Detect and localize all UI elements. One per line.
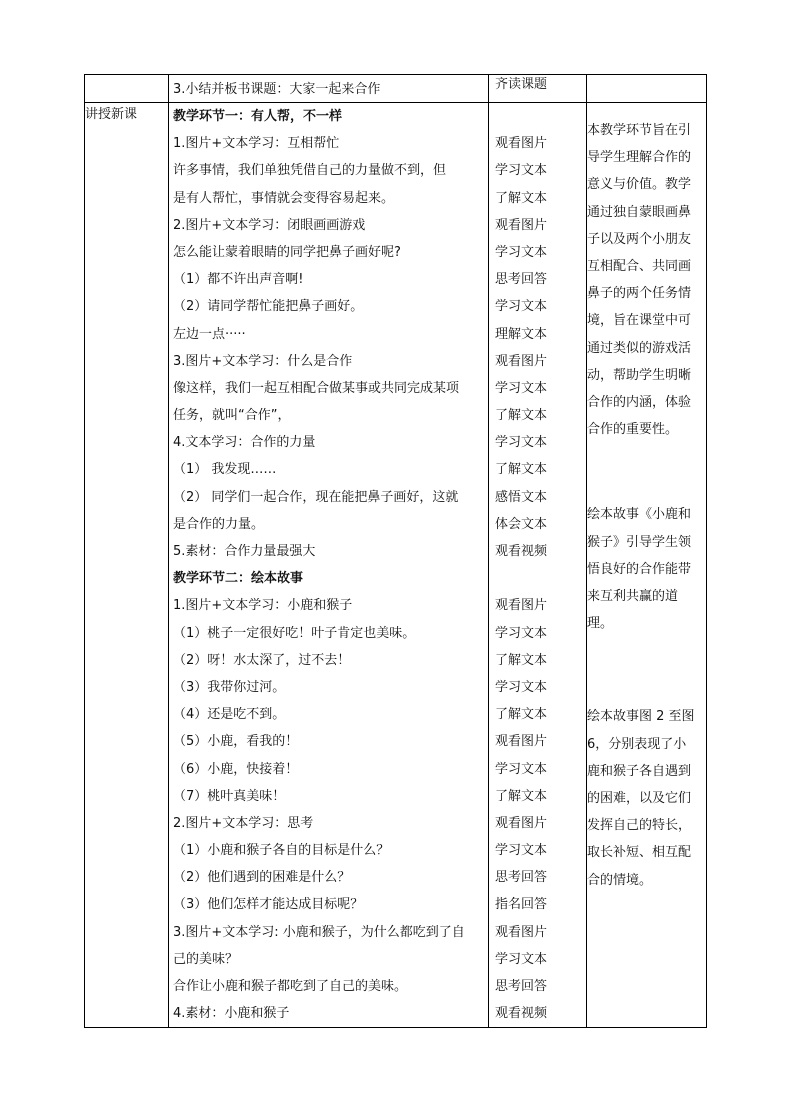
lesson-body-row [85,103,707,1028]
activity-line: 观看图片 [495,815,548,831]
content-line: 2.图片+文本学习：闭眼画画游戏 [173,217,366,233]
activity-line: 学习文本 [495,843,548,859]
section-label-cell [85,103,169,1028]
content-line: 像这样，我们一起互相配合做某事或共同完成某项 [173,380,460,396]
summary-text: 3.小结并板书课题：大家一起来合作 [173,82,381,97]
activity-line: 观看图片 [495,734,548,750]
activity-line: 学习文本 [495,761,548,777]
activity-line: 感悟文本 [495,489,548,505]
summary-content-cell [169,75,489,103]
activity-line: 观看图片 [495,924,548,940]
content-line: （2） 同学们一起合作，现在能把鼻子画好，这就 [173,489,459,505]
activity-line: 观看图片 [495,136,548,152]
design-note-2: 绘本故事《小鹿和猴子》引导学生领悟良好的合作能带来互利共赢的道理。 [587,507,692,632]
content-line: （3）我带你过河。 [173,679,286,695]
summary-activity-text: 齐读课题 [495,77,548,92]
content-lines [169,103,488,1027]
activity-line: 了解文本 [495,408,548,424]
empty-section-cell [85,75,169,103]
summary-activity-cell [489,75,587,103]
activity-line: 体会文本 [495,516,548,532]
activity-line: 学习文本 [495,163,548,179]
content-line: （1） 我发现…… [173,462,277,478]
design-note-3: 绘本故事图 2 至图 6，分别表现了小鹿和猴子各自遇到的困难，以及它们发挥自己的特长，取长补短、相互配合的情境。 [587,709,695,888]
content-line: （1）桃子一定很好吃！叶子肯定也美味。 [173,625,416,641]
activity-line: 思考回答 [495,272,548,288]
content-line: 合作让小鹿和猴子都吃到了自己的美味。 [173,979,408,994]
activity-line: 观看图片 [495,598,548,614]
summary-row [85,75,707,103]
activity-line: 学习文本 [495,380,548,396]
activity-line [489,565,586,592]
content-line: 任务，就叫“合作”， [173,408,291,424]
activity-line: 思考回答 [495,979,548,994]
activity-line: 指名回答 [495,897,548,913]
empty-note-cell [587,75,707,103]
design-note-1: 本教学环节旨在引导学生理解合作的意义与价值。教学通过独自蒙眼画鼻子以及两个小朋友互相配合、共同画鼻子的两个任务情境，旨在课堂中可通过类似的游戏活动，帮助学生明晰合作的内涵，体验合作的重要性。 [587,123,692,438]
content-line: 己的美味？ [173,951,239,967]
activity-line [489,103,586,130]
content-line: 是合作的力量。 [173,516,265,532]
content-line: 5.素材：合作力量最强大 [173,544,316,559]
content-line: 4.素材：小鹿和猴子 [173,1006,290,1022]
activity-line: 了解文本 [495,462,548,478]
content-line: （6）小鹿，快接着！ [173,761,299,777]
content-line: （3）他们怎样才能达成目标呢？ [173,897,364,913]
activity-line: 学习文本 [495,244,548,260]
content-line: 1.图片+文本学习：小鹿和猴子 [173,598,353,614]
content-line: 4.文本学习：合作的力量 [173,435,316,451]
activity-line: 观看视频 [495,1006,548,1022]
activity-line: 观看图片 [495,353,548,369]
activity-line: 思考回答 [495,870,548,886]
activity-line: 学习文本 [495,435,548,451]
section-heading: 教学环节二：绘本故事 [173,571,304,587]
content-line: 2.图片+文本学习：思考 [173,815,314,831]
activity-line: 理解文本 [495,326,548,342]
content-cell [169,103,489,1028]
content-line: 是有人帮忙，事情就会变得容易起来。 [173,190,395,206]
content-line: 许多事情，我们单独凭借自己的力量做不到，但 [173,163,447,179]
content-line: 1.图片+文本学习：互相帮忙 [173,136,340,152]
content-line: （4）还是吃不到。 [173,707,286,723]
activity-line: 观看图片 [495,217,548,233]
activity-cell [489,103,587,1028]
activity-line: 学习文本 [495,625,548,641]
activity-line: 了解文本 [495,788,548,804]
content-line: 3.图片+文本学习: 小鹿和猴子，为什么都吃到了自 [173,924,465,940]
lesson-plan-table [84,74,707,1028]
section-heading: 教学环节一：有人帮，不一样 [173,109,343,124]
content-line: （7）桃叶真美味！ [173,788,286,804]
content-line: （1）都不许出声音啊! [173,272,304,288]
content-line: 怎么能让蒙着眼睛的同学把鼻子画好呢? [173,244,401,260]
activity-line: 了解文本 [495,190,548,206]
design-intent-cell [587,103,707,1028]
activity-line: 学习文本 [495,951,548,967]
content-line: （2）呀！水太深了，过不去！ [173,652,351,668]
activity-line: 观看视频 [495,544,548,559]
activity-line: 学习文本 [495,299,548,315]
activity-line: 学习文本 [495,679,548,695]
content-line: （1）小鹿和猴子各自的目标是什么？ [173,843,390,859]
section-label: 讲授新课 [85,107,138,122]
activity-line: 了解文本 [495,652,548,668]
content-line: （5）小鹿，看我的！ [173,734,299,750]
content-line: 左边一点····· [173,326,246,342]
content-line: （2）请同学帮忙能把鼻子画好。 [173,299,364,315]
activity-line: 了解文本 [495,707,548,723]
activity-lines [489,103,586,1027]
content-line: 3.图片+文本学习：什么是合作 [173,353,353,369]
content-line: （2）他们遇到的困难是什么？ [173,870,351,886]
